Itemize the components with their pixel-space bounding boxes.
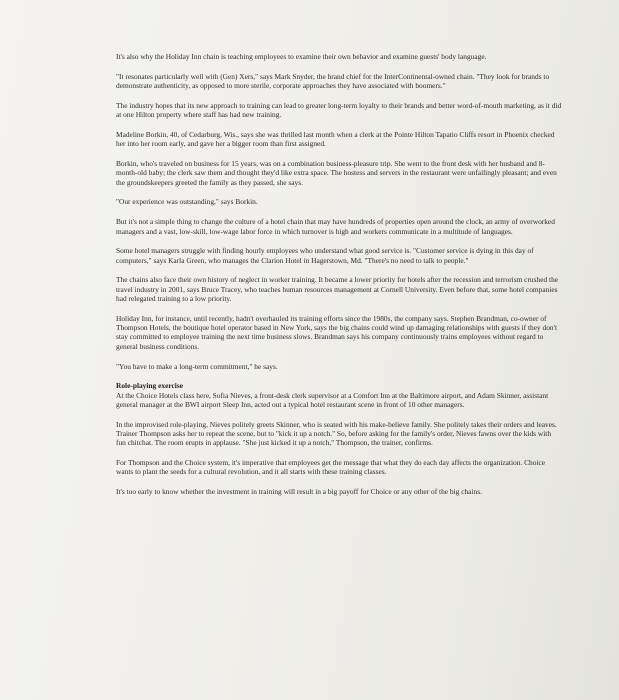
paragraph-role-playing-scene: In the improvised role-playing, Nieves politely greets Skinner, who is seated with his make-believe family. She politely takes their orders and leaves. Trainer Thompson asks her to repeat the scene, but to "kick it up a notch." So, before asking for the family's order, Nieves fawns over the kids with fun chitchat. The room erupts in applause. "She just kicked it up a notch," Thompson, the trainer, confirms.	[116, 419, 557, 448]
paragraph-choice-class: At the Choice Hotels class here, Sofia Nieves, a front-desk clerk supervisor at a Comfort Inn at the Baltimore airport, and Adam Skinner, assistant general manager at the BWI airport Sleep Inn, acted out a typical hotel restaurant scene in front of 10 other managers.	[116, 390, 549, 409]
paragraph-borkin-trip: Borkin, who's traveled on business for 15 years, was on a combination business-pleasure trip. She went to the front desk with her husband and 8-month-old baby; the clerk saw them and thought they'd like extra space. The hostess and servers in the restaurant were unfailingly pleasant; and even the groundskeepers greeted the family as they passed, she says.	[116, 159, 557, 187]
paragraph-holiday-inn-overhaul: Holiday Inn, for instance, until recently, hadn't overhauled its training efforts since the 1980s, the company says. Stephen Brandman, co-owner of Thompson Hotels, the boutique hotel operator based in New York, says the big chains could wind up damaging relationships with guests if they don't stay committed to employee training the next time business slows. Brandman says his company continuously trains employees without regard to general business conditions.	[116, 313, 558, 351]
paragraph-long-term-commitment: "You have to make a long-term commitment," he says.	[116, 361, 278, 371]
paragraph-choice-imperative: For Thompson and the Choice system, it's imperative that employees get the message that what they do each day affects the organization. Choice wants to plant the seeds for a cultural revolution, and it all starts with these training classes.	[116, 458, 546, 477]
paragraph-industry-hopes: The industry hopes that its new approach to training can lead to greater long-term loyalty to their brands and better word-of-mouth marketing, as it did at one Hilton property where staff has had new training.	[116, 100, 562, 120]
article-body	[116, 52, 562, 507]
paragraph-culture-change: But it's not a simple thing to change the culture of a hotel chain that may have hundreds of properties open around the clock, an army of overworked managers and a vast, low-skill, low-wage labor force in which turnover is high and workers communicate in a multitude of languages.	[116, 217, 555, 236]
paragraph-holiday-inn-body-language: It's also why the Holiday Inn chain is teaching employees to examine their own behavior and examine guests' body language.	[116, 52, 487, 61]
paragraph-borkin-quote: "Our experience was outstanding," says Borkin.	[116, 197, 258, 207]
paragraph-karla-green: Some hotel managers struggle with finding hourly employees who understand what good service is. "Customer service is dying in this day of computers," says Karla Green, who manages the Clarion Hotel in Hagerstown, Md. "There's no need to talk to people."	[116, 246, 534, 265]
section-heading-role-playing: Role-playing exercise	[116, 381, 183, 391]
paragraph-madeline-borkin: Madeline Borkin, 40, of Cedarburg, Wis., says she was thrilled last month when a clerk at the Pointe Hilton Tapatio Cliffs resort in Phoenix checked her into her room early, and gave her a bigger room than first assigned.	[116, 129, 555, 149]
paragraph-training-neglect: The chains also face their own history of neglect in worker training. It became a lower priority for hotels after the recession and terrorism crushed the travel industry in 2001, says Bruce Tracey, who teaches human resources management at Cornell University. Even before that, some hotel companies had relegated training to a low priority.	[116, 275, 559, 304]
paragraph-gen-xers-quote: "It resonates particularly well with (Gen) Xers," says Mark Snyder, the brand chief for the InterContinental-owned chain. "They look for brands to demonstrate authenticity, as opposed to more sterile, corporate approaches they have associated with boomers."	[116, 71, 550, 91]
paragraph-too-early: It's too early to know whether the investment in training will result in a big payoff for Choice or any other of the big chains.	[116, 487, 482, 497]
